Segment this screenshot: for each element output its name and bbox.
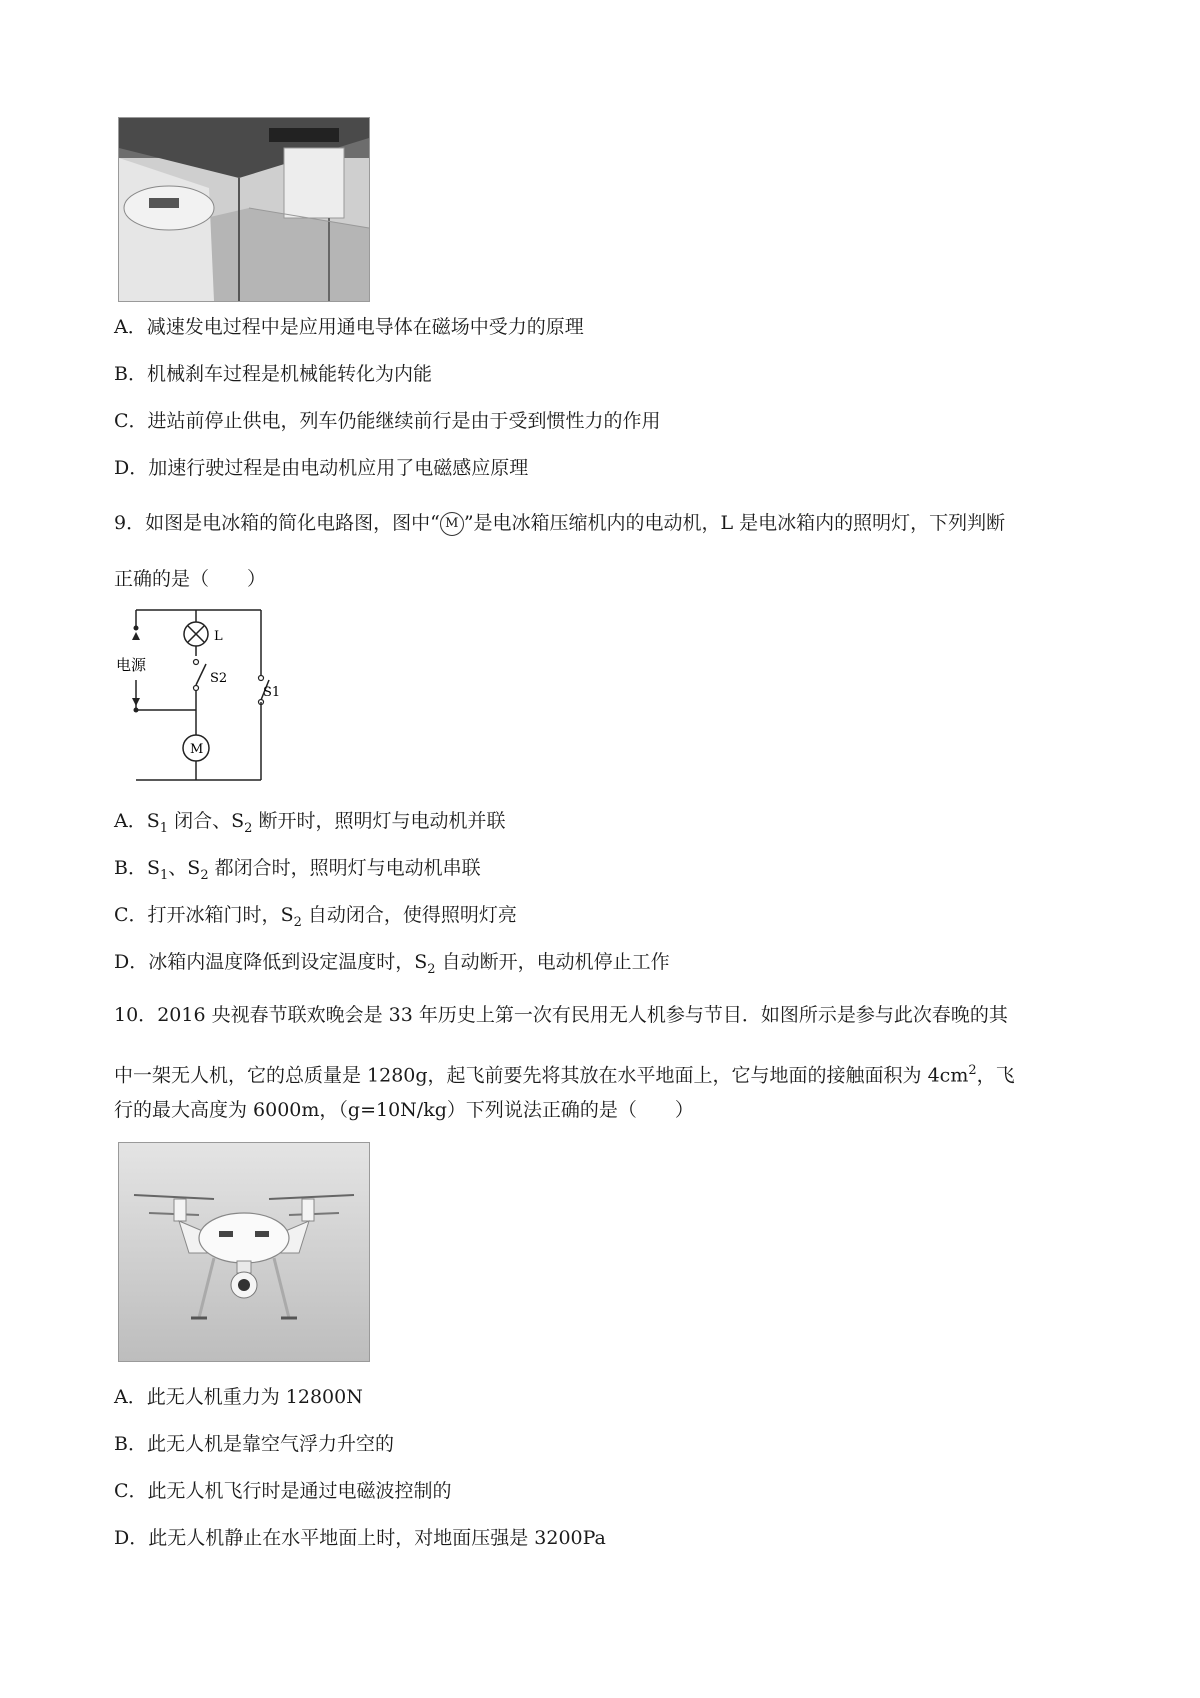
switch-s1-contact-top bbox=[259, 676, 264, 681]
q8-option-c: C．进站前停止供电，列车仍能继续前行是由于受到惯性力的作用 bbox=[114, 410, 661, 432]
drone-illustration bbox=[119, 1143, 369, 1361]
motor-label: M bbox=[190, 742, 204, 757]
q9-option-a: A．$S_1$ 闭合、$S_2$ 断开时，照明灯与电动机并联 bbox=[114, 810, 506, 836]
switch-s2-contact-top bbox=[194, 660, 199, 665]
q9-option-b: B．$S_1$、$S_2$ 都闭合时，照明灯与电动机串联 bbox=[114, 857, 481, 883]
switch-s2-icon bbox=[196, 664, 206, 685]
lamp-label: L bbox=[214, 629, 223, 644]
q10-stem-line2: 中一架无人机，它的总质量是 1280g，起飞前要先将其放在水平地面上，它与地面的接触面积为 $4cm^2$，飞 bbox=[114, 1063, 1015, 1087]
train-station-illustration bbox=[119, 118, 369, 301]
q8-option-b: B．机械刹车过程是机械能转化为内能 bbox=[114, 363, 432, 385]
source-terminal-bottom bbox=[134, 708, 139, 713]
q8-option-d: D．加速行驶过程是由电动机应用了电磁感应原理 bbox=[114, 457, 529, 479]
switch-s2-contact-bottom bbox=[194, 686, 199, 691]
q9-stem-line2: 正确的是（ ） bbox=[114, 568, 267, 590]
q8-option-a: A．减速发电过程中是应用通电导体在磁场中受力的原理 bbox=[114, 316, 584, 338]
q9-option-d: D．冰箱内温度降低到设定温度时，$S_2$ 自动断开，电动机停止工作 bbox=[114, 951, 670, 977]
q10-option-b: B．此无人机是靠空气浮力升空的 bbox=[114, 1433, 394, 1455]
q10-option-a: A．此无人机重力为 12800N bbox=[114, 1386, 363, 1408]
down-arrow-icon bbox=[132, 698, 140, 706]
q9-option-c: C．打开冰箱门时，$S_2$ 自动闭合，使得照明灯亮 bbox=[114, 904, 517, 930]
refrigerator-circuit-diagram bbox=[116, 600, 281, 790]
drone-photo bbox=[118, 1142, 370, 1362]
q10-stem-line1: 10．2016 央视春节联欢晚会是 33 年历史上第一次有民用无人机参与节目．如图所示是参与此次春晚的其 bbox=[114, 1004, 1008, 1026]
train-station-photo bbox=[118, 117, 370, 302]
motor-symbol-inline: M bbox=[440, 512, 464, 536]
source-label: 电源 bbox=[116, 656, 147, 674]
q9-stem-line1: 9．如图是电冰箱的简化电路图，图中“ M ”是电冰箱压缩机内的电动机，L 是电冰箱内的照明灯，下列判断 bbox=[114, 512, 1006, 534]
q10-option-d: D．此无人机静止在水平地面上时，对地面压强是 3200Pa bbox=[114, 1527, 606, 1549]
up-arrow-icon bbox=[132, 632, 140, 640]
q10-stem-line3: 行的最大高度为 6000m，（g=10N/kg）下列说法正确的是（ ） bbox=[114, 1099, 694, 1121]
switch-s2-label: S2 bbox=[210, 671, 228, 686]
source-terminal-top bbox=[134, 626, 139, 631]
q10-option-c: C．此无人机飞行时是通过电磁波控制的 bbox=[114, 1480, 452, 1502]
switch-s1-label: S1 bbox=[263, 685, 281, 700]
